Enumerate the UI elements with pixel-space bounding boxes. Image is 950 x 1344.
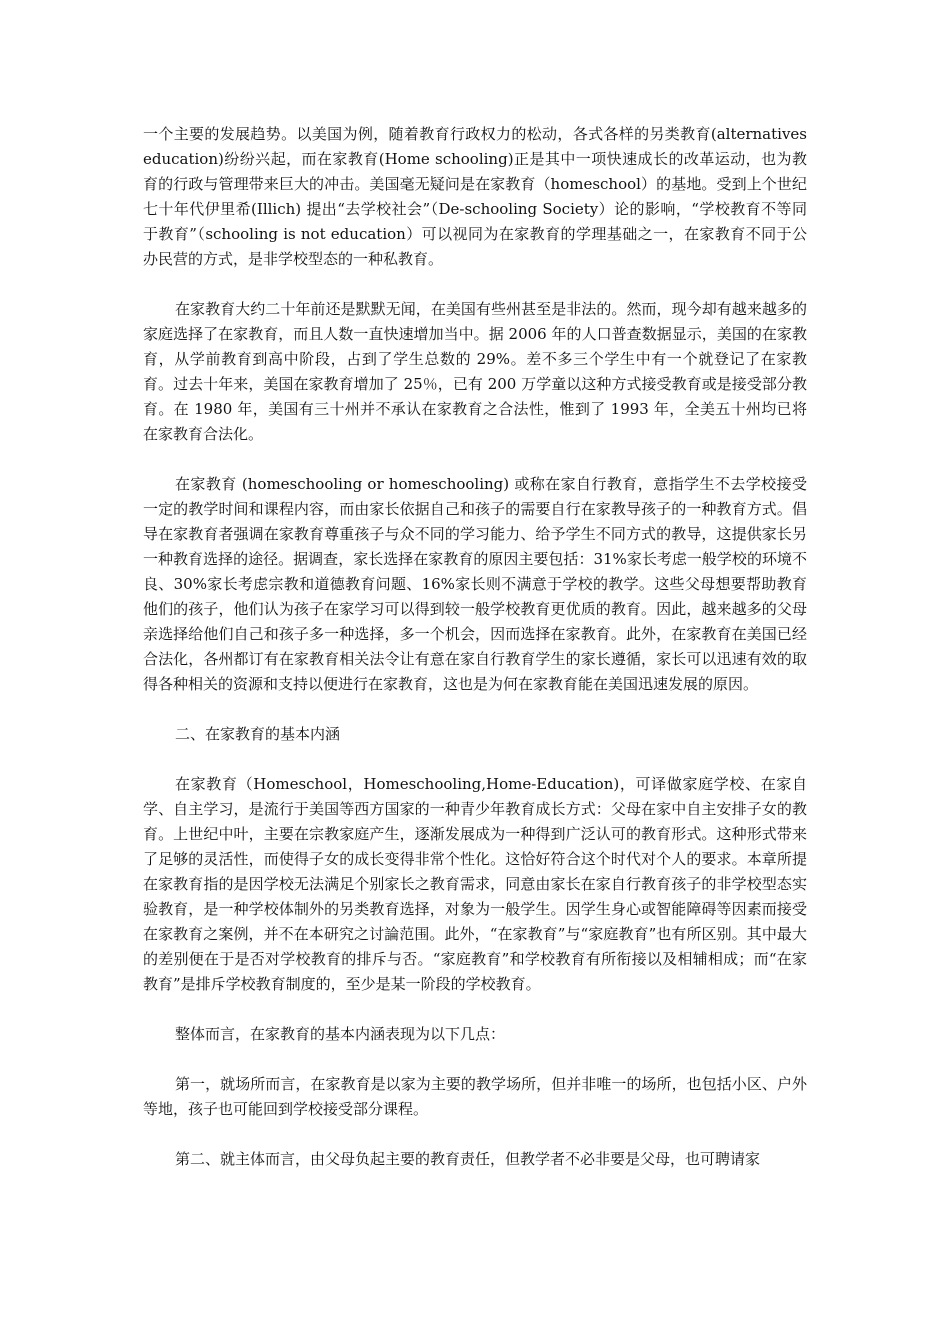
paragraph-7: 第二、就主体而言，由父母负起主要的教育责任，但教学者不必非要是父母，也可聘请家 bbox=[175, 1150, 761, 1168]
paragraph-1: 一个主要的发展趋势。以美国为例，随着教育行政权力的松动，各式各样的另类教育(alternatives education)纷纷兴起，而在家教育(Home schooling)正是其中一项快速成长的改革运动，也为教育的行政与管理带来巨大的冲击。美国毫无疑问是在家教育（homeschool）的基地。受到上个世纪七十年代伊里希(Illich) 提出“去学校社会”（De-schooling Society）论的影响，“学校教育不等同于教育”（schooling is not education）可以视同为在家教育的学理基础之一，在家教育不同于公办民营的方式，是非学校型态的一种私教育。 bbox=[143, 125, 807, 268]
paragraph-2: 在家教育大约二十年前还是默默无闻，在美国有些州甚至是非法的。然而，现今却有越来越多的家庭选择了在家教育，而且人数一直快速增加当中。据 2006 年的人口普查数据显示，美国的在家教育，从学前教育到高中阶段，占到了学生总数的 29%。差不多三个学生中有一个就登记了在家教育。过去十年来，美国在家教育增加了 25％，已有 200 万学童以这种方式接受教育或是接受部分教育。在 1980 年，美国有三十州并不承认在家教育之合法性，惟到了 1993 年，全美五十州均已将在家教育合法化。 bbox=[143, 300, 807, 443]
paragraph-5: 整体而言，在家教育的基本内涵表现为以下几点： bbox=[175, 1025, 506, 1043]
section-heading: 二、在家教育的基本内涵 bbox=[175, 725, 341, 743]
paragraph-3: 在家教育 (homeschooling or homeschooling) 或称在家自行教育，意指学生不去学校接受一定的教学时间和课程内容，而由家长依据自己和孩子的需要自行在家教导孩子的一种教育方式。倡导在家教育者强调在家教育尊重孩子与众不同的学习能力、给予学生不同方式的教导，这提供家长另一种教育选择的途径。据调查，家长选择在家教育的原因主要包括：31%家长考虑一般学校的环境不良、30%家长考虑宗教和道德教育问题、16%家长则不满意于学校的教学。这些父母想要帮助教育他们的孩子，他们认为孩子在家学习可以得到较一般学校教育更优质的教育。因此，越来越多的父母亲选择给他们自己和孩子多一种选择，多一个机会，因而选择在家教育。此外，在家教育在美国已经合法化，各州都订有在家教育相关法令让有意在家自行教育学生的家长遵循，家长可以迅速有效的取得各种相关的资源和支持以便进行在家教育，这也是为何在家教育能在美国迅速发展的原因。 bbox=[143, 475, 807, 693]
paragraph-6: 第一，就场所而言，在家教育是以家为主要的教学场所，但并非唯一的场所，也包括小区、户外等地，孩子也可能回到学校接受部分课程。 bbox=[143, 1075, 807, 1118]
document-body bbox=[143, 122, 807, 1197]
paragraph-4: 在家教育（Homeschool，Homeschooling,Home-Education)，可译做家庭学校、在家自学、自主学习，是流行于美国等西方国家的一种青少年教育成长方式：父母在家中自主安排子女的教育。上世纪中叶，主要在宗教家庭产生，逐渐发展成为一种得到广泛认可的教育形式。这种形式带来了足够的灵活性，而使得子女的成长变得非常个性化。这恰好符合这个时代对个人的要求。本章所提在家教育指的是因学校无法满足个别家长之教育需求，同意由家长在家自行教育孩子的非学校型态实验教育，是一种学校体制外的另类教育选择，对象为一般学生。因学生身心或智能障碍等因素而接受在家教育之案例，并不在本研究之讨論范围。此外，“在家教育”与“家庭教育”也有所区别。其中最大的差别便在于是否对学校教育的排斥与否。“家庭教育”和学校教育有所衔接以及相辅相成；而“在家教育”是排斥学校教育制度的，至少是某一阶段的学校教育。 bbox=[143, 775, 807, 993]
